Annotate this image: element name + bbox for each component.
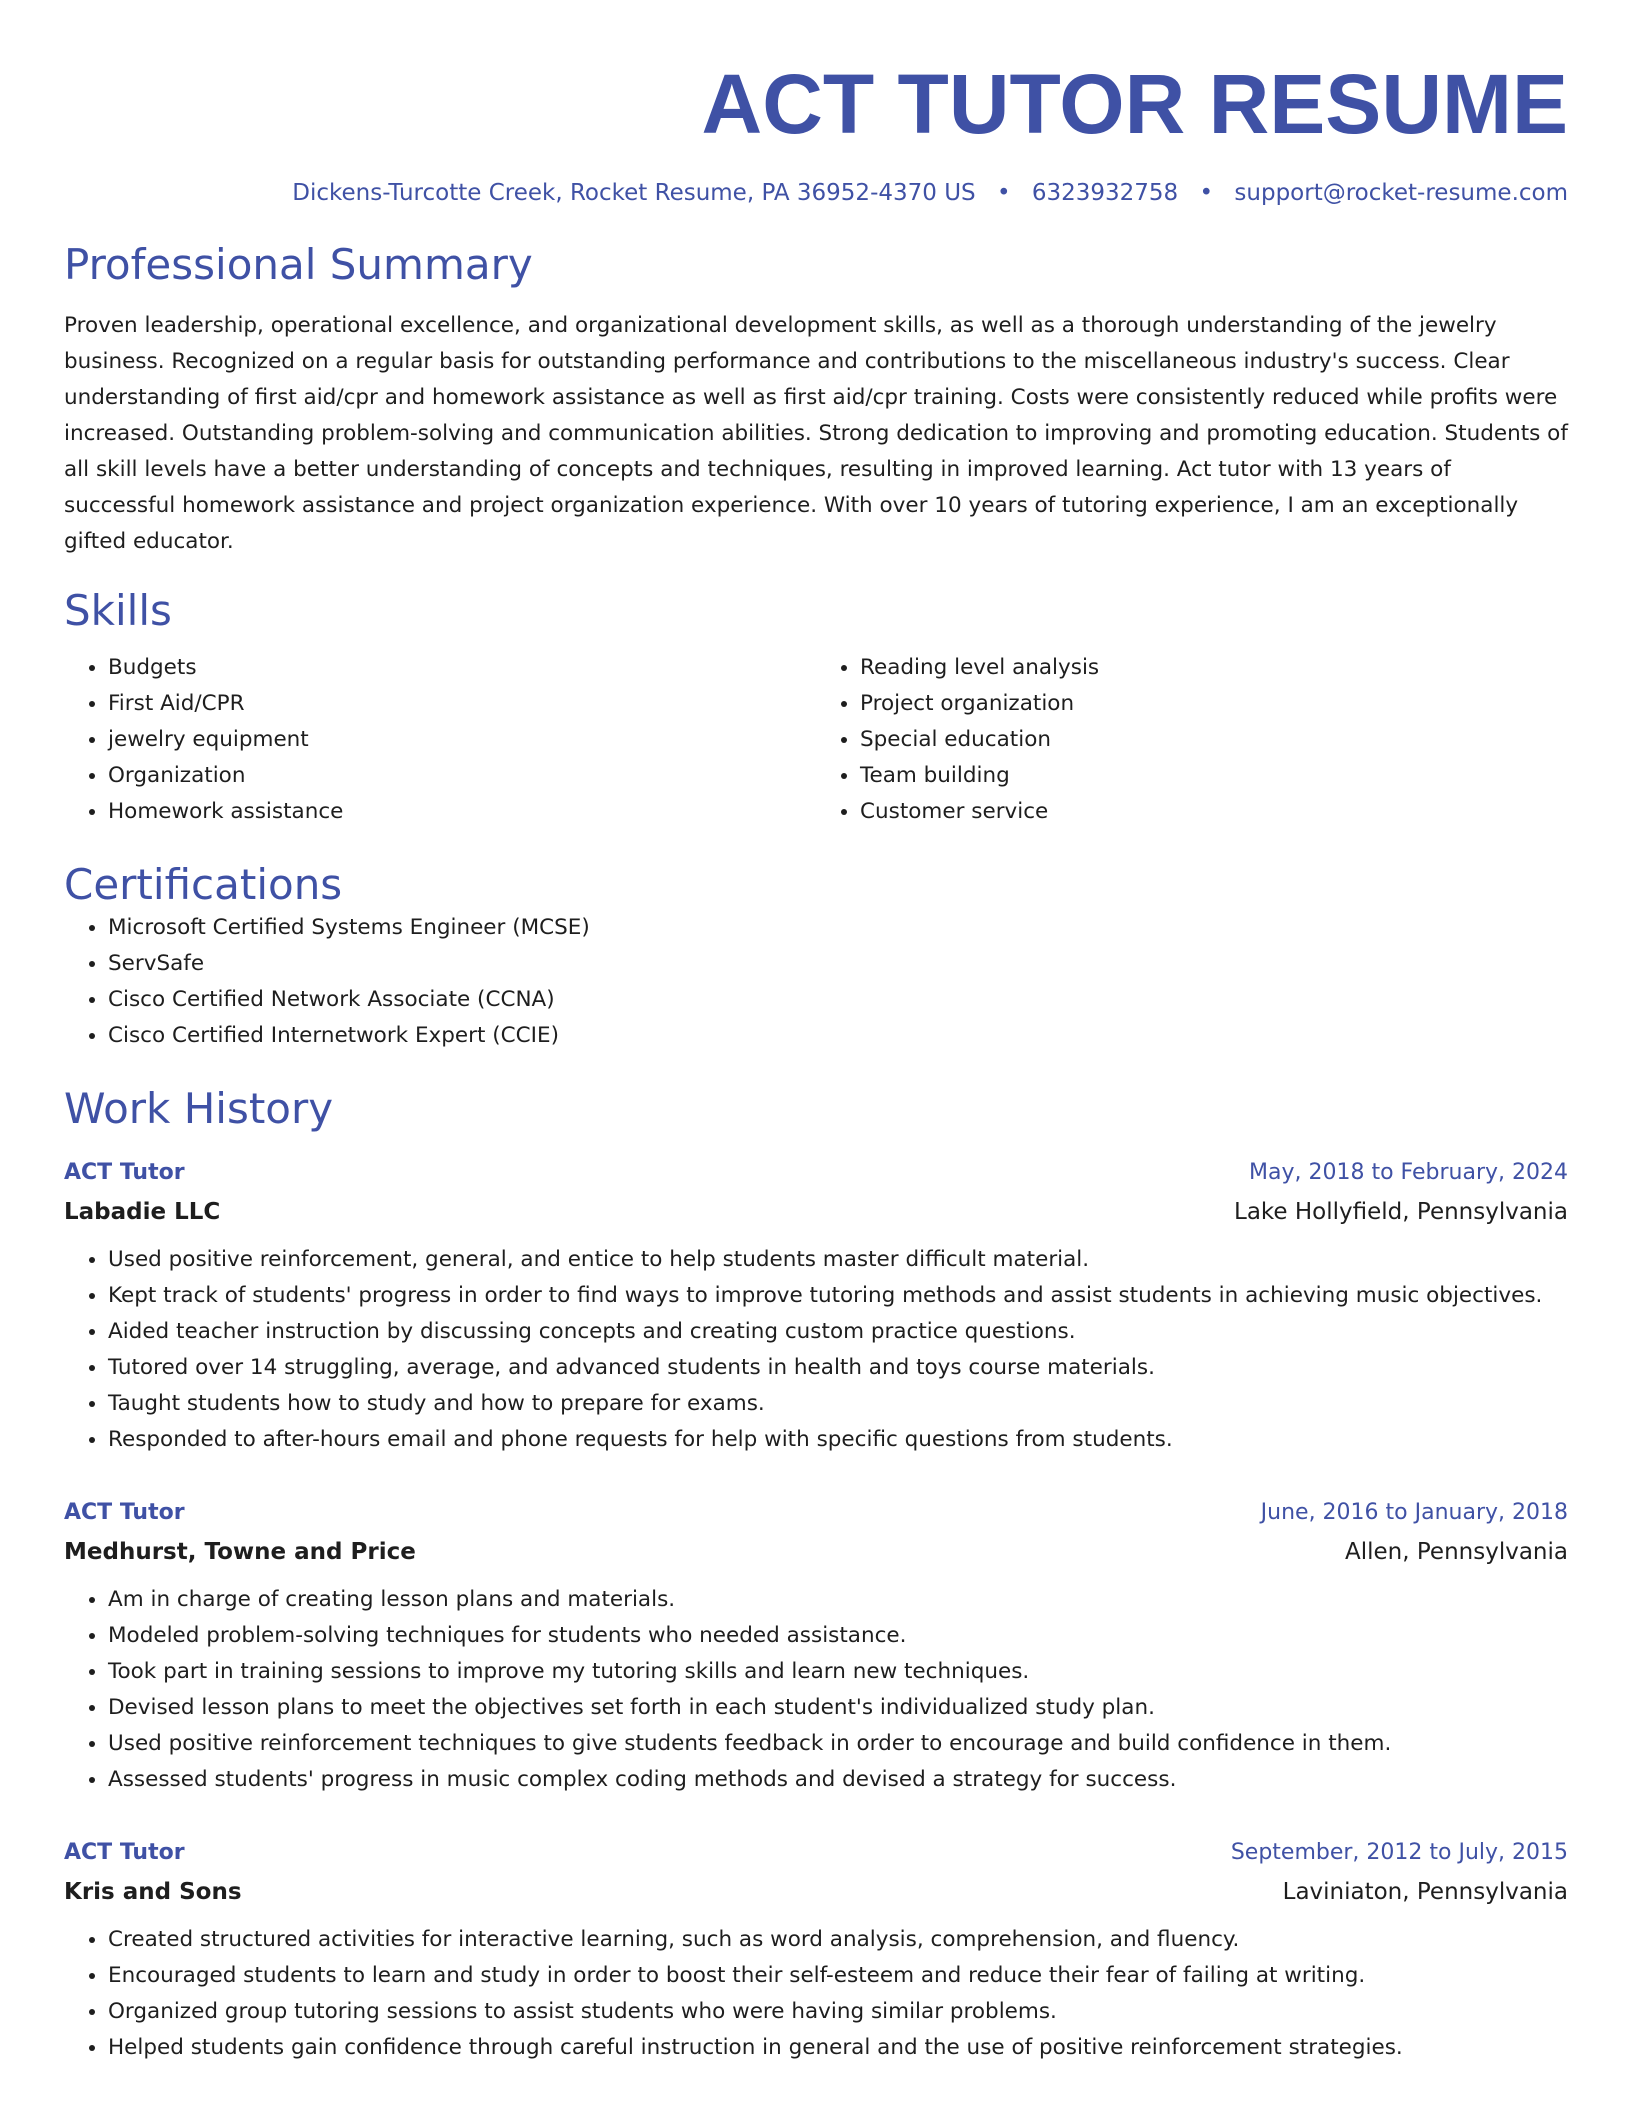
skill-item: • Special education [860,722,1568,758]
job-bullet: • Assessed students' progress in music complex coding methods and devised a strategy for success. [108,1762,1568,1798]
work-history-heading: Work History [64,1084,334,1133]
skill-item: • Team building [860,758,1568,794]
job-bullet: • Used positive reinforcement techniques to give students feedback in order to encourage and build confidence in them. [108,1726,1568,1762]
job-bullet: • Kept track of students' progress in order to find ways to improve tutoring methods and assist students in achieving music objectives. [108,1278,1568,1314]
job-bullet: • Modeled problem-solving techniques for students who needed assistance. [108,1618,1568,1654]
job-bullet: • Responded to after-hours email and phone requests for help with specific questions from students. [108,1422,1568,1458]
job-title: ACT Tutor [64,1160,185,1185]
job-bullet: • Helped students gain confidence through careful instruction in general and the use of positive reinforcement strategies. [108,2030,1568,2066]
job-bullet: • Devised lesson plans to meet the objectives set forth in each student's individualized study plan. [108,1690,1568,1726]
job-bullet: • Taught students how to study and how to prepare for exams. [108,1386,1568,1422]
certification-item: • Cisco Certified Internetwork Expert (CCIE) [108,1018,1568,1054]
contact-separator: • [996,180,1011,206]
skill-item: • Homework assistance [108,794,816,830]
job-dates: June, 2016 to January, 2018 [1260,1500,1568,1525]
skill-item: • jewelry equipment [108,722,816,758]
job-company: Labadie LLC [64,1199,221,1225]
skill-item: • Project organization [860,686,1568,722]
summary-text: Proven leadership, operational excellence, and organizational development skills, as well as a thorough understanding of the jewelry business. Recognized on a regular basis for outstanding performance and contributions to the miscellaneous industry's success. Clear understanding of first aid/cpr and homework assistance as well as first aid/cpr training. Costs were consistently reduced while profits were increased. Outstanding problem-solving and communication abilities. Strong dedication to improving and promoting education. Students of all skill levels have a better understanding of concepts and techniques, resulting in improved learning. Act tutor with 13 years of successful homework assistance and project organization experience. With over 10 years of tutoring experience, I am an exceptionally gifted educator. [64,313,1568,554]
job-entry [64,1154,1568,1458]
certification-item: • Cisco Certified Network Associate (CCNA) [108,982,1568,1018]
certification-item: • Microsoft Certified Systems Engineer (MCSE) [108,910,1568,946]
job-dates: May, 2018 to February, 2024 [1249,1160,1568,1185]
job-header-row [64,1494,1568,1532]
skill-item: • Customer service [860,794,1568,830]
skills-column-right [816,650,1568,830]
job-bullets [64,1922,1568,2066]
skill-item: • Reading level analysis [860,650,1568,686]
certifications-heading: Certifications [64,860,343,909]
job-entry [64,1834,1568,2066]
resume-name: ACT TUTOR RESUME [701,57,1568,151]
job-dates: September, 2012 to July, 2015 [1230,1840,1568,1865]
contact-line [64,180,1568,206]
skills-column-left [64,650,816,830]
job-employer-row [64,1872,1568,1912]
job-bullets [64,1242,1568,1458]
job-employer-row [64,1532,1568,1572]
job-company: Medhurst, Towne and Price [64,1539,416,1565]
job-bullet: • Aided teacher instruction by discussing concepts and creating custom practice questions. [108,1314,1568,1350]
job-bullet: • Tutored over 14 struggling, average, and advanced students in health and toys course materials. [108,1350,1568,1386]
job-title: ACT Tutor [64,1840,185,1865]
job-bullet: • Encouraged students to learn and study in order to boost their self-esteem and reduce their fear of failing at writing. [108,1958,1568,1994]
job-bullets [64,1582,1568,1798]
job-bullet: • Am in charge of creating lesson plans and materials. [108,1582,1568,1618]
contact-separator: • [1199,180,1214,206]
job-bullet: • Used positive reinforcement, general, and entice to help students master difficult material. [108,1242,1568,1278]
job-entry [64,1494,1568,1798]
skill-item: • Organization [108,758,816,794]
job-employer-row [64,1192,1568,1232]
contact-address: Dickens-Turcotte Creek, Rocket Resume, PA 36952-4370 US [292,180,976,206]
job-company: Kris and Sons [64,1879,242,1905]
skill-item: • Budgets [108,650,816,686]
job-header-row [64,1154,1568,1192]
certifications-list [64,910,1568,1054]
contact-phone: 6323932758 [1031,180,1179,206]
contact-email: support@rocket-resume.com [1234,180,1568,206]
job-bullet: • Took part in training sessions to improve my tutoring skills and learn new techniques. [108,1654,1568,1690]
skills-list [64,650,1568,830]
certification-item: • ServSafe [108,946,1568,982]
job-location: Allen, Pennsylvania [1345,1539,1568,1565]
job-bullet: • Created structured activities for interactive learning, such as word analysis, comprehension, and fluency. [108,1922,1568,1958]
skills-heading: Skills [64,586,172,635]
summary-heading: Professional Summary [64,240,533,289]
job-location: Laviniaton, Pennsylvania [1282,1879,1568,1905]
job-location: Lake Hollyfield, Pennsylvania [1234,1199,1568,1225]
job-bullet: • Organized group tutoring sessions to assist students who were having similar problems. [108,1994,1568,2030]
job-header-row [64,1834,1568,1872]
skill-item: • First Aid/CPR [108,686,816,722]
job-title: ACT Tutor [64,1500,185,1525]
